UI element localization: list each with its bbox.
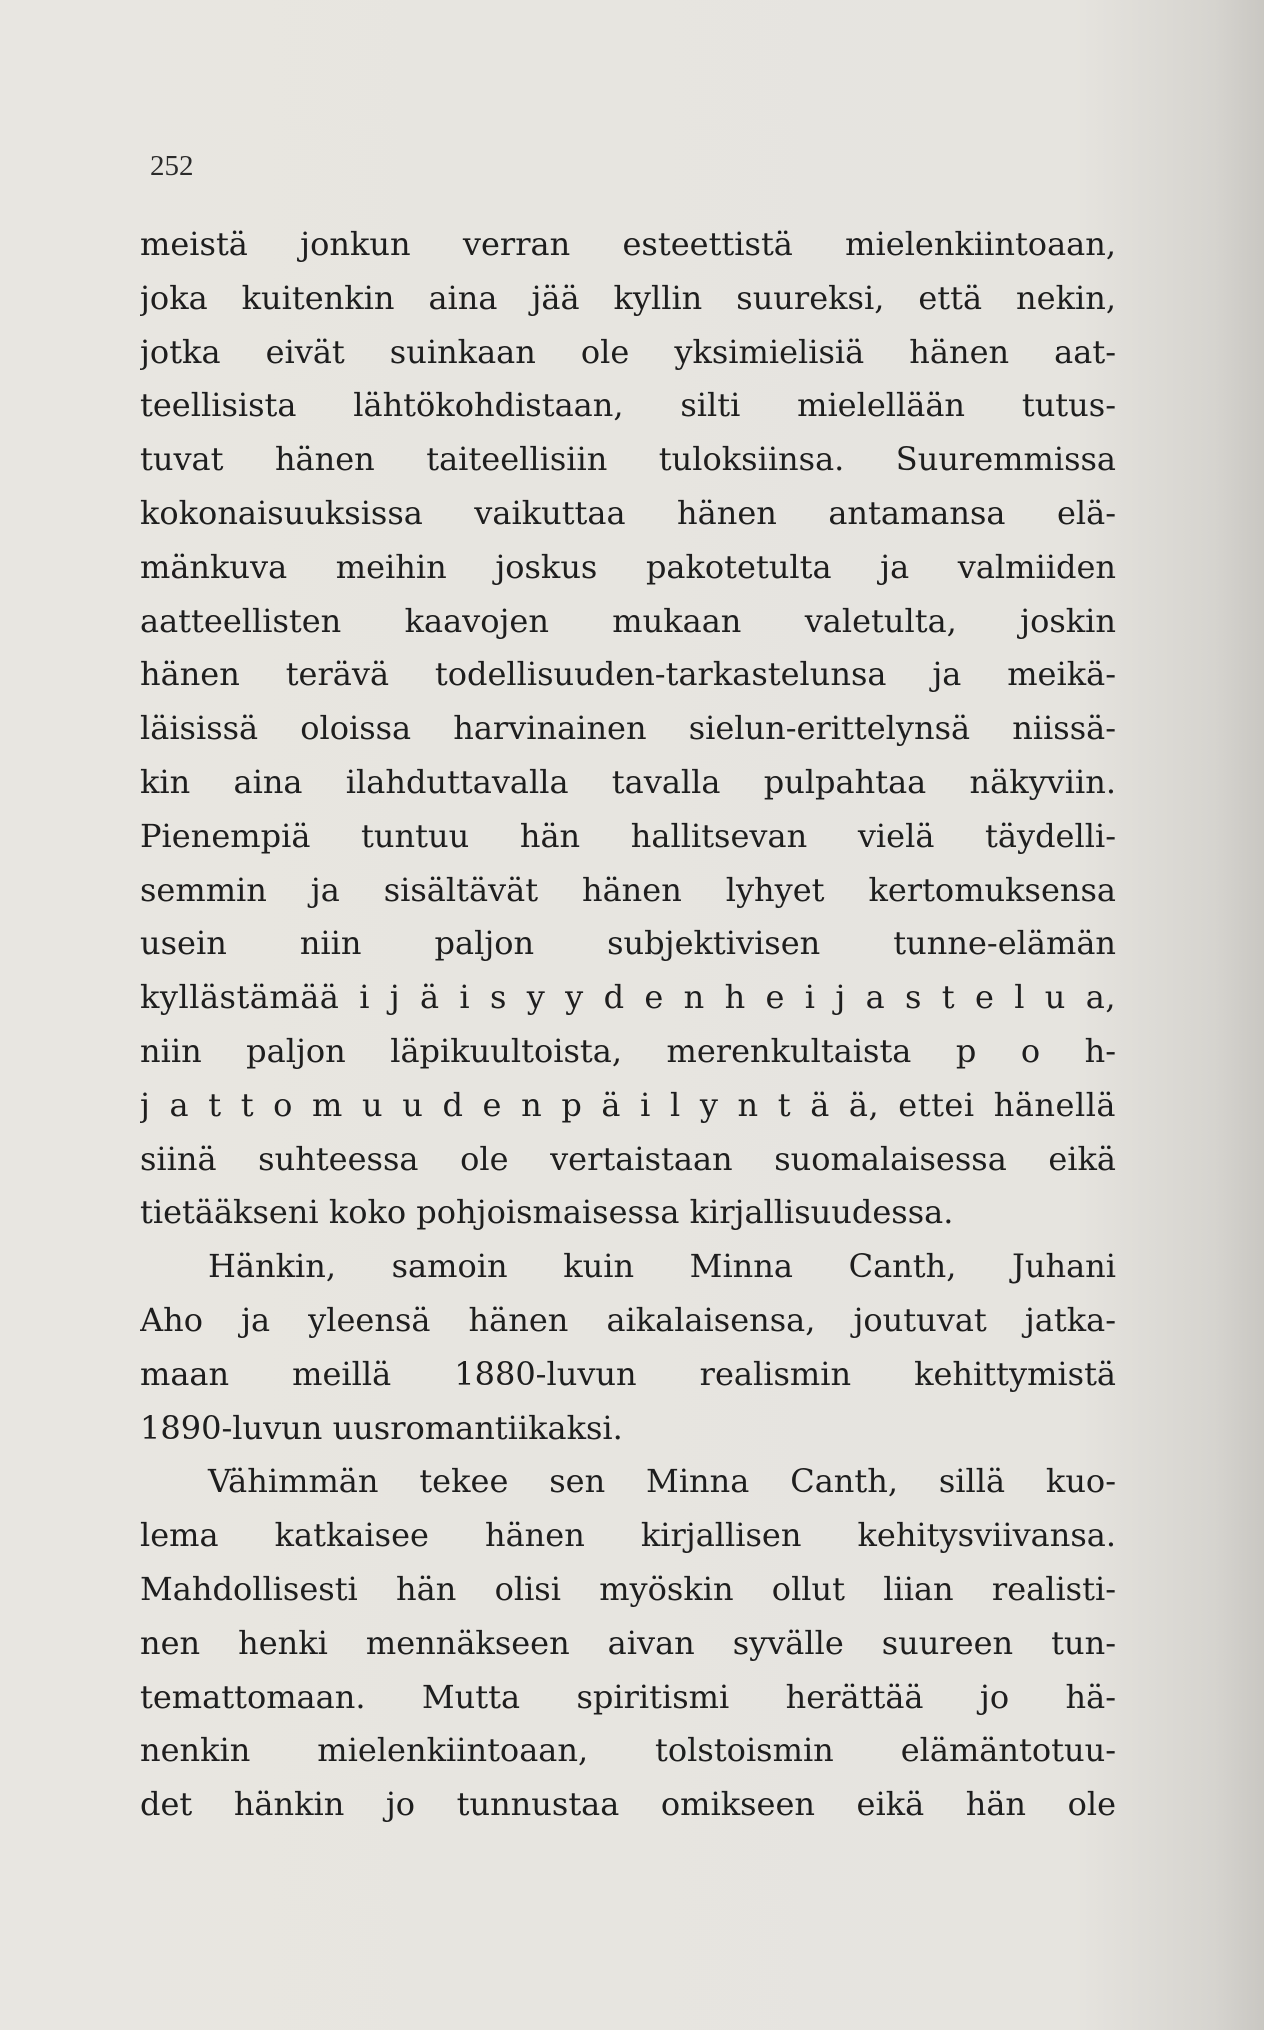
text-line: meistä jonkun verran esteettistä mielenkiintoaan, <box>140 225 1116 263</box>
text-line: Vähimmän tekee sen Minna Canth, sillä kuo- <box>208 1462 1116 1501</box>
text-line: semmin ja sisältävät hänen lyhyet kertomuksensa <box>140 870 1116 909</box>
text-line: kokonaisuuksissa vaikuttaa hänen antamansa elä- <box>140 493 1116 532</box>
text-line: temattomaan. Mutta spiritismi herättää jo hä- <box>140 1677 1116 1716</box>
text-line: j a t t o m u u d e n p ä i l y n t ä ä, ettei hänellä <box>140 1085 1116 1124</box>
text-line: 1890-luvun uusromantiikaksi. <box>140 1408 623 1447</box>
text-line: maan meillä 1880-luvun realismin kehittymistä <box>140 1354 1116 1393</box>
text-line: Hänkin, samoin kuin Minna Canth, Juhani <box>208 1247 1116 1286</box>
text-line: mänkuva meihin joskus pakotetulta ja valmiiden <box>140 547 1116 586</box>
body-text <box>140 218 1116 1832</box>
text-line: siinä suhteessa ole vertaistaan suomalaisessa eikä <box>140 1139 1116 1178</box>
text-line: jotka eivät suinkaan ole yksimielisiä hänen aat- <box>140 332 1116 371</box>
text-line: joka kuitenkin aina jää kyllin suureksi, että nekin, <box>140 278 1116 317</box>
text-line: usein niin paljon subjektivisen tunne-elämän <box>140 924 1116 963</box>
text-line: kyllästämää i j ä i s y y d e n h e i j a s t e l u a, <box>140 978 1116 1017</box>
text-line: hänen terävä todellisuuden-tarkastelunsa ja meikä- <box>140 655 1116 694</box>
text-line: nenkin mielenkiintoaan, tolstoismin elämäntotuu- <box>140 1731 1116 1770</box>
text-line: lema katkaisee hänen kirjallisen kehitysviivansa. <box>140 1516 1116 1555</box>
text-line: niin paljon läpikuultoista, merenkultaista p o h- <box>140 1031 1116 1070</box>
text-line: tuvat hänen taiteellisiin tuloksiinsa. Suuremmissa <box>140 440 1116 479</box>
text-line: nen henki mennäkseen aivan syvälle suureen tun- <box>140 1623 1116 1662</box>
text-line: tietääkseni koko pohjoismaisessa kirjallisuudessa. <box>140 1193 954 1232</box>
text-line: Mahdollisesti hän olisi myöskin ollut liian realisti- <box>140 1569 1116 1608</box>
text-line: kin aina ilahduttavalla tavalla pulpahtaa näkyviin. <box>140 762 1116 801</box>
text-line: läisissä oloissa harvinainen sielun-erittelynsä niissä- <box>140 709 1116 748</box>
page-number: 252 <box>150 150 194 182</box>
text-line: Pienempiä tuntuu hän hallitsevan vielä täydelli- <box>140 816 1116 855</box>
text-line: Aho ja yleensä hänen aikalaisensa, joutuvat jatka- <box>140 1300 1116 1339</box>
text-line: teellisista lähtökohdistaan, silti mielellään tutus- <box>140 386 1116 425</box>
text-line: det hänkin jo tunnustaa omikseen eikä hän ole <box>140 1785 1116 1824</box>
text-line: aatteellisten kaavojen mukaan valetulta, joskin <box>140 601 1116 640</box>
